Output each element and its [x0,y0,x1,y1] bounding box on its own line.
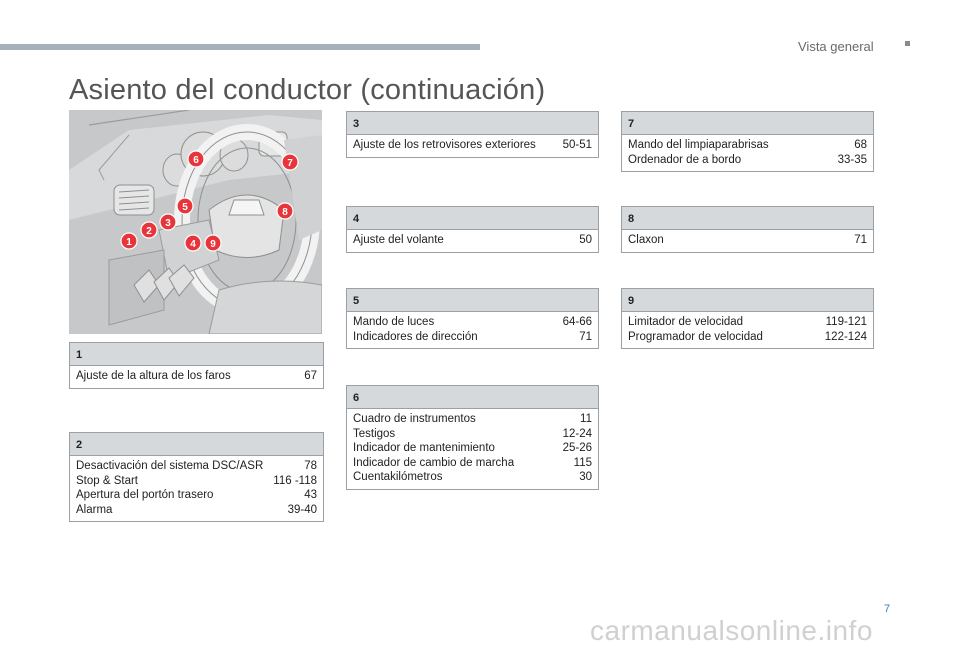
page-ref: 11 [580,413,592,425]
page-title: Asiento del conductor (continuación) [69,74,546,106]
list-item [76,369,317,384]
item-label: Claxon [628,234,664,246]
marker-5: 5 [182,202,188,213]
page-ref: 50-51 [562,139,592,151]
marker-6: 6 [193,155,199,166]
item-label: Programador de velocidad [628,330,763,343]
marker-4: 4 [190,239,196,250]
item-label: Mando del limpiaparabrisas [628,139,769,151]
list-item [353,427,592,442]
info-box-2 [69,432,324,522]
marker-7: 7 [287,158,293,169]
list-item [628,153,867,168]
list-item [76,488,317,503]
list-item [76,459,317,474]
box-number: 6 [347,386,598,409]
box-number: 9 [622,289,873,312]
section-title: Vista general [798,39,874,54]
info-box-3 [346,111,599,158]
page-number: 7 [884,603,891,615]
page-ref: 33-35 [837,153,867,166]
info-box-1 [69,342,324,389]
page-ref: 67 [304,370,317,382]
page-ref: 43 [304,489,317,501]
item-label: Ajuste de la altura de los faros [76,370,231,382]
item-label: Limitador de velocidad [628,316,744,328]
box-number: 1 [70,343,323,366]
item-label: Indicador de mantenimiento [353,442,495,454]
marker-9: 9 [210,239,216,250]
callout-markers [69,110,322,334]
page-ref: 64-66 [562,316,592,328]
page-ref: 68 [854,139,867,151]
section-marker [905,41,910,46]
box-number: 8 [622,207,873,230]
list-item [628,233,867,248]
list-item [76,503,317,518]
list-item [628,330,867,345]
box-number: 2 [70,433,323,456]
marker-1: 1 [126,237,132,248]
item-label: Apertura del portón trasero [76,489,214,501]
item-label: Mando de luces [353,316,435,328]
info-box-7 [621,111,874,172]
list-item [353,330,592,345]
page-ref: 25-26 [562,442,592,454]
list-item [628,138,867,153]
list-item [353,233,592,248]
list-item [76,474,317,489]
list-item [353,315,592,330]
item-label: Ajuste del volante [353,234,444,246]
dashboard-illustration [69,110,322,334]
watermark: carmanualsonline.info [590,615,873,646]
info-box-4 [346,206,599,253]
page-ref: 50 [579,234,592,246]
item-label: Indicadores de dirección [353,330,478,343]
page-ref: 122-124 [824,330,867,343]
page-ref: 39-40 [287,503,317,516]
box-number: 5 [347,289,598,312]
page-ref: 119-121 [825,316,867,328]
item-label: Alarma [76,503,113,516]
page-ref: 30 [579,471,592,483]
info-box-8 [621,206,874,253]
list-item [353,412,592,427]
box-number: 4 [347,207,598,230]
item-label: Cuadro de instrumentos [353,413,476,425]
item-label: Desactivación del sistema DSC/ASR [76,460,264,472]
marker-3: 3 [165,218,171,229]
marker-8: 8 [282,207,288,218]
box-number: 3 [347,112,598,135]
info-box-6 [346,385,599,490]
box-number: 7 [622,112,873,135]
list-item [353,138,592,153]
marker-2: 2 [146,226,152,237]
page-ref: 71 [579,330,592,343]
item-label: Ajuste de los retrovisores exteriores [353,139,536,151]
info-box-5 [346,288,599,349]
item-label: Indicador de cambio de marcha [353,456,515,469]
list-item [353,470,592,485]
item-label: Cuentakilómetros [353,471,443,483]
page-ref: 116 -118 [273,474,317,487]
item-label: Stop & Start [76,474,139,487]
page-ref: 12-24 [562,427,592,440]
item-label: Ordenador de a bordo [628,153,742,166]
list-item [353,456,592,471]
page-ref: 115 [573,456,592,469]
page-ref: 78 [304,460,317,472]
list-item [628,315,867,330]
header-bar [0,44,480,50]
page-ref: 71 [854,234,867,246]
info-box-9 [621,288,874,349]
item-label: Testigos [353,427,396,440]
list-item [353,441,592,456]
